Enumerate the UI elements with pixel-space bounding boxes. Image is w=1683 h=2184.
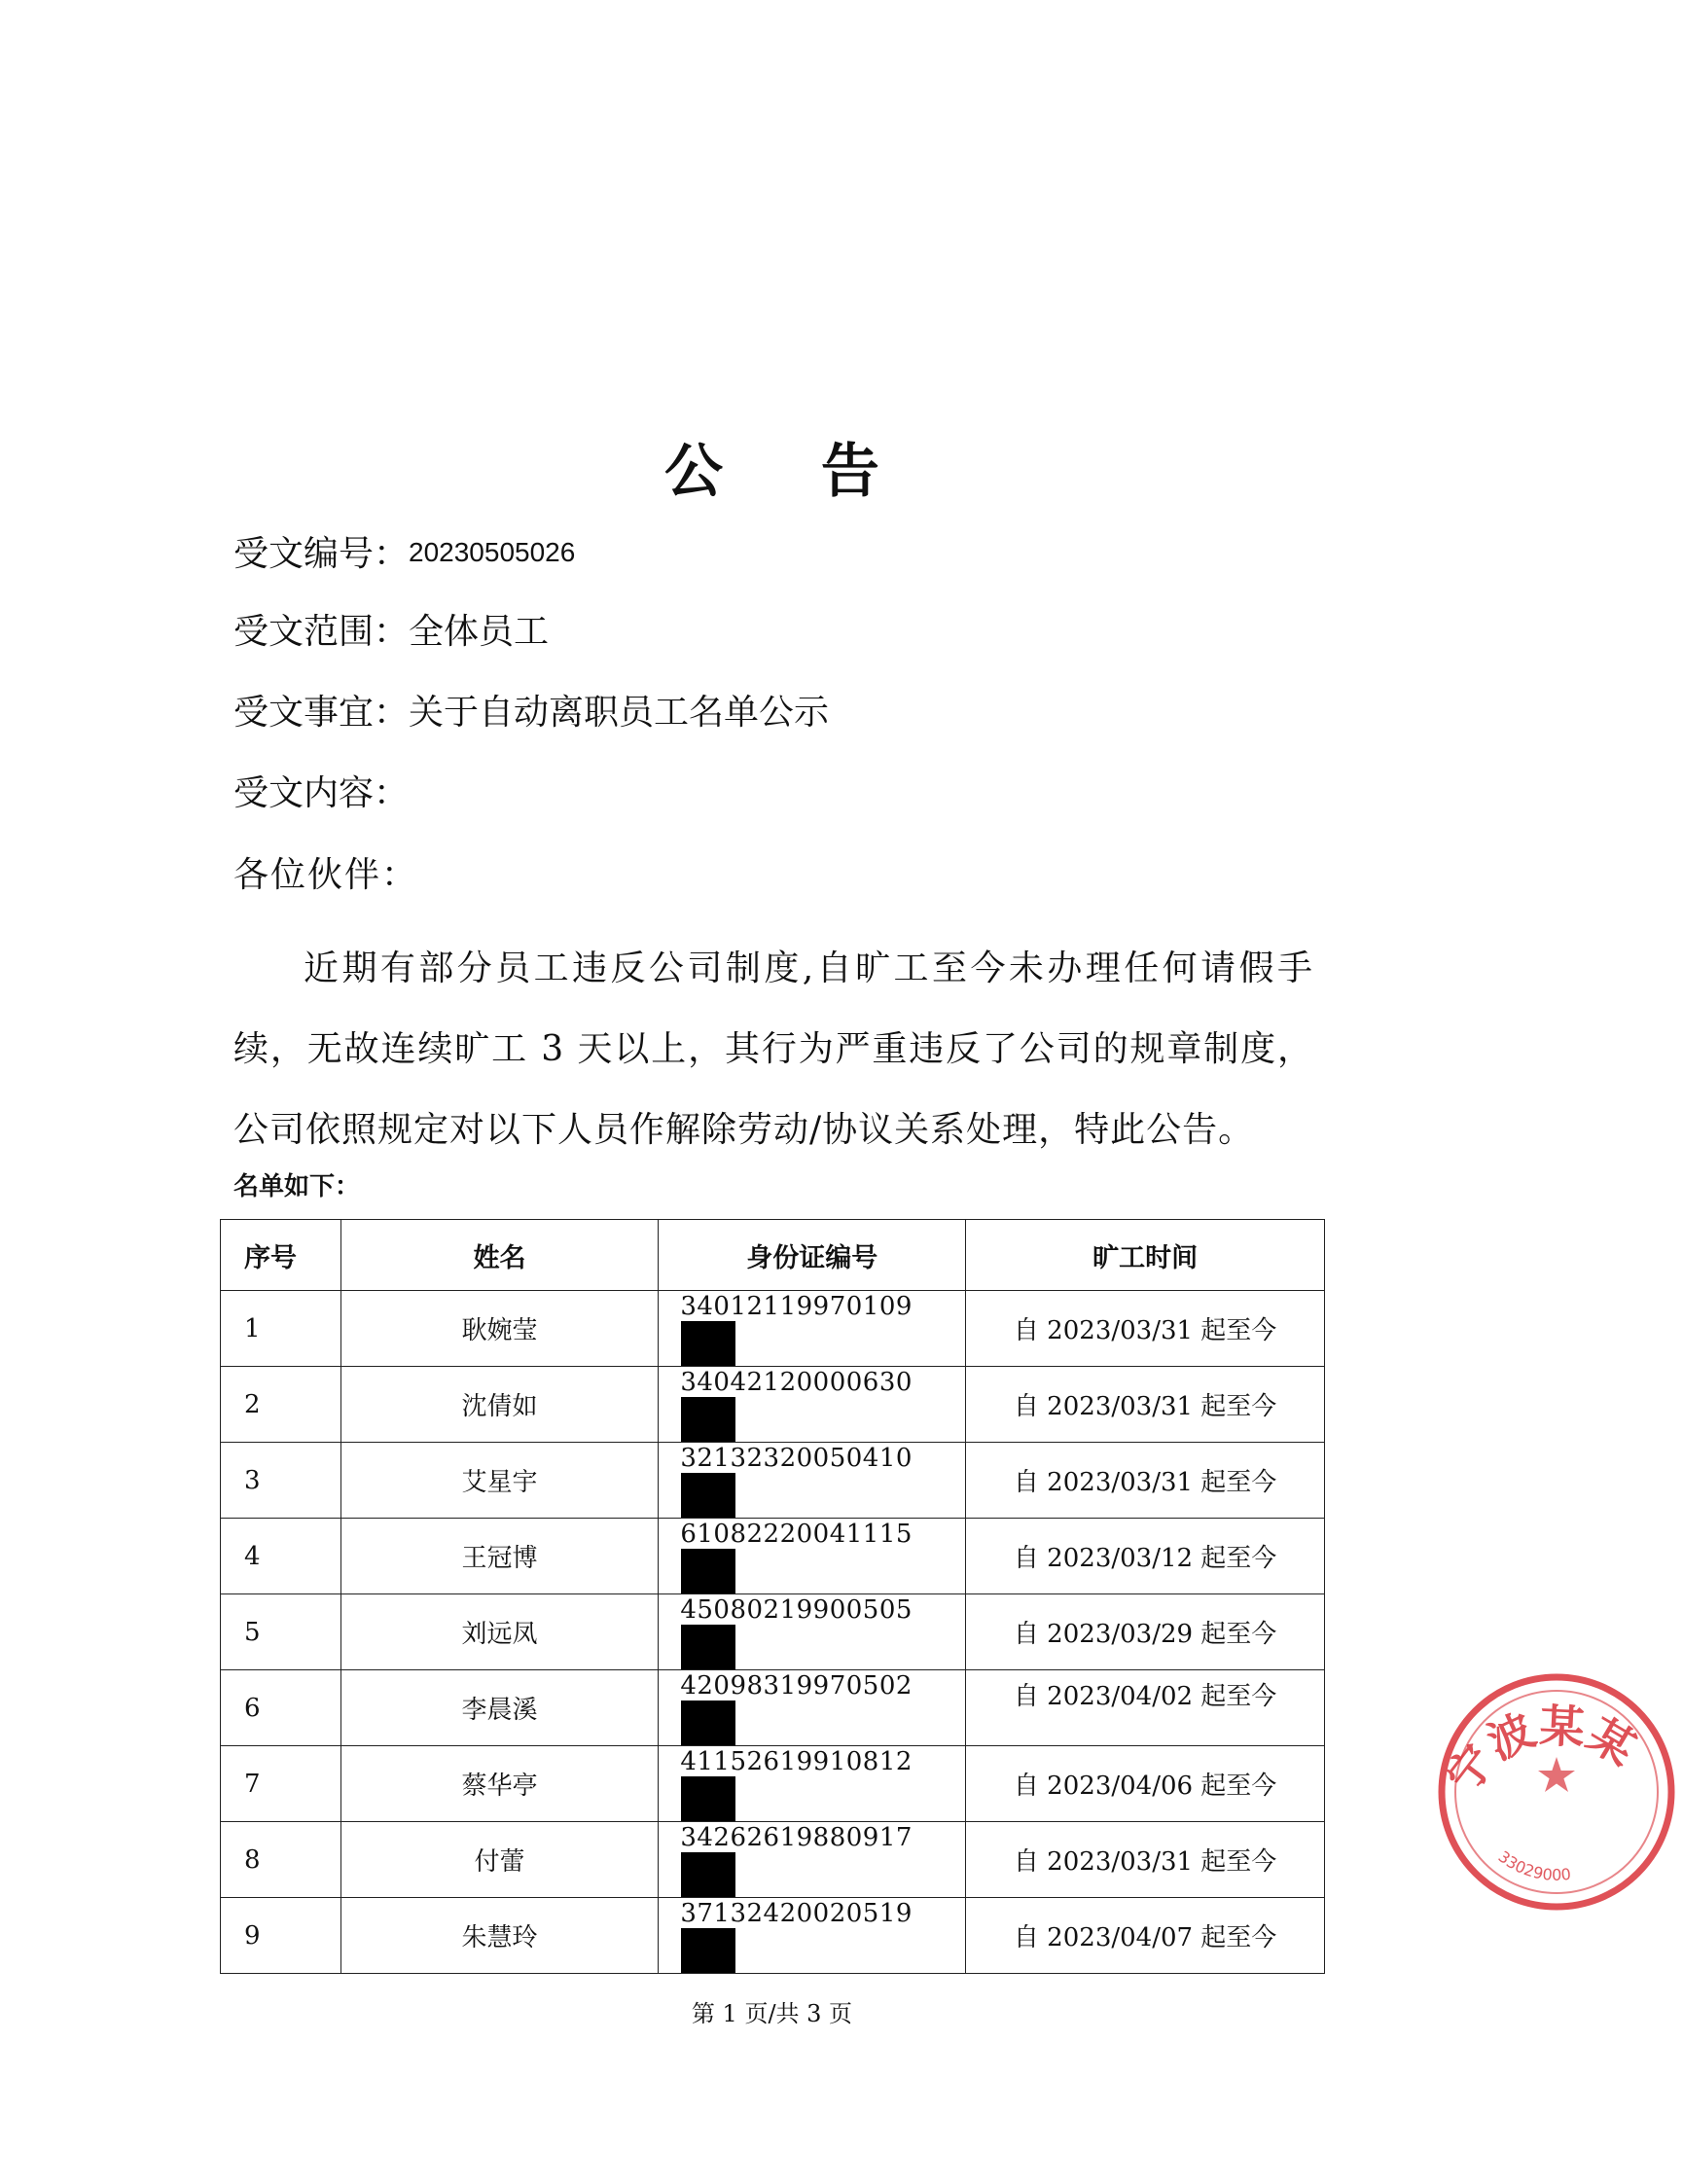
row-name: 耿婉莹 bbox=[340, 1291, 659, 1367]
seal-number: 33029000 bbox=[1494, 1846, 1572, 1884]
header-id: 身份证编号 bbox=[659, 1220, 966, 1291]
doc-number-label: 受文编号： bbox=[233, 534, 410, 574]
row-name: 艾星宇 bbox=[340, 1443, 659, 1519]
row-id-text: 42098319970502 bbox=[680, 1671, 913, 1701]
row-seq: 3 bbox=[221, 1443, 341, 1519]
row-name: 沈倩如 bbox=[340, 1367, 659, 1443]
row-time-text: 自 2023/04/02 起至今 bbox=[1013, 1682, 1277, 1711]
document-title: 公 告 bbox=[664, 438, 918, 506]
row-id bbox=[659, 1291, 966, 1367]
row-name: 付蕾 bbox=[340, 1822, 659, 1898]
doc-content-label: 受文内容： bbox=[233, 773, 410, 813]
row-id bbox=[659, 1594, 966, 1670]
table-row bbox=[221, 1594, 1325, 1670]
page-footer: 第 1 页/共 3 页 bbox=[691, 2000, 853, 2027]
row-seq: 7 bbox=[221, 1746, 341, 1822]
table-row bbox=[221, 1519, 1325, 1594]
row-time: 自 2023/03/31 起至今 bbox=[966, 1443, 1325, 1519]
row-id-text: 45080219900505 bbox=[680, 1595, 913, 1625]
redaction-block bbox=[681, 1625, 735, 1669]
redaction-block bbox=[681, 1397, 735, 1442]
row-id-text: 34262619880917 bbox=[680, 1823, 913, 1852]
table-row bbox=[221, 1822, 1325, 1898]
redaction-block bbox=[681, 1701, 735, 1745]
doc-content-field bbox=[233, 767, 409, 821]
row-name: 李晨溪 bbox=[340, 1670, 659, 1746]
row-seq: 4 bbox=[221, 1519, 341, 1594]
row-id bbox=[659, 1519, 966, 1594]
table-row bbox=[221, 1898, 1325, 1974]
row-id-text: 61082220041115 bbox=[680, 1520, 913, 1549]
announcement-body: 近期有部分员工违反公司制度,自旷工至今未办理任何请假手续，无故连续旷工 3 天以上，其行为严重违反了公司的规章制度，公司依照规定对以下人员作解除劳动/协议关系处理，特此公告。 bbox=[233, 949, 1313, 1150]
table-row bbox=[221, 1746, 1325, 1822]
table-header-row bbox=[221, 1220, 1325, 1291]
doc-subject-label: 受文事宜： bbox=[233, 693, 410, 733]
doc-scope-value: 全体员工 bbox=[409, 612, 550, 652]
row-seq: 2 bbox=[221, 1367, 341, 1443]
row-time bbox=[966, 1670, 1325, 1746]
redaction-block bbox=[681, 1321, 735, 1366]
table-row bbox=[221, 1291, 1325, 1367]
row-name: 刘远凤 bbox=[340, 1594, 659, 1670]
row-id bbox=[659, 1443, 966, 1519]
staff-table bbox=[220, 1219, 1325, 1974]
doc-subject-field bbox=[233, 686, 829, 740]
row-time: 自 2023/03/12 起至今 bbox=[966, 1519, 1325, 1594]
company-seal bbox=[1430, 1665, 1683, 1918]
row-id-text: 32132320050410 bbox=[680, 1444, 913, 1473]
row-name: 蔡华亭 bbox=[340, 1746, 659, 1822]
header-time: 旷工时间 bbox=[966, 1220, 1325, 1291]
row-id bbox=[659, 1670, 966, 1746]
greeting: 各位伙伴： bbox=[233, 855, 419, 895]
row-time: 自 2023/03/31 起至今 bbox=[966, 1367, 1325, 1443]
doc-number-value: 20230505026 bbox=[409, 537, 576, 567]
row-id bbox=[659, 1822, 966, 1898]
row-time: 自 2023/04/07 起至今 bbox=[966, 1898, 1325, 1974]
table-row bbox=[221, 1443, 1325, 1519]
row-time: 自 2023/03/31 起至今 bbox=[966, 1822, 1325, 1898]
doc-scope-label: 受文范围： bbox=[233, 612, 410, 652]
row-id-text: 37132420020519 bbox=[680, 1899, 913, 1928]
header-seq: 序号 bbox=[221, 1220, 341, 1291]
row-seq: 8 bbox=[221, 1822, 341, 1898]
redaction-block bbox=[681, 1549, 735, 1593]
row-id-text: 34042120000630 bbox=[680, 1368, 913, 1397]
redaction-block bbox=[681, 1928, 735, 1973]
header-name: 姓名 bbox=[340, 1220, 659, 1291]
row-seq: 6 bbox=[221, 1670, 341, 1746]
list-heading: 名单如下： bbox=[233, 1172, 361, 1201]
row-id bbox=[659, 1898, 966, 1974]
row-id-text: 34012119970109 bbox=[680, 1292, 913, 1321]
seal-text: 宁波某某 bbox=[1436, 1699, 1645, 1803]
row-id-text: 41152619910812 bbox=[680, 1747, 913, 1776]
table-row bbox=[221, 1670, 1325, 1746]
row-id bbox=[659, 1746, 966, 1822]
row-time: 自 2023/03/31 起至今 bbox=[966, 1291, 1325, 1367]
redaction-block bbox=[681, 1852, 735, 1897]
doc-number-field bbox=[233, 525, 575, 582]
row-seq: 9 bbox=[221, 1898, 341, 1974]
row-seq: 5 bbox=[221, 1594, 341, 1670]
row-seq: 1 bbox=[221, 1291, 341, 1367]
row-name: 王冠博 bbox=[340, 1519, 659, 1594]
row-id bbox=[659, 1367, 966, 1443]
row-time: 自 2023/03/29 起至今 bbox=[966, 1594, 1325, 1670]
table-row bbox=[221, 1367, 1325, 1443]
redaction-block bbox=[681, 1776, 735, 1821]
row-name: 朱慧玲 bbox=[340, 1898, 659, 1974]
doc-scope-field bbox=[233, 605, 549, 660]
redaction-block bbox=[681, 1473, 735, 1518]
row-time: 自 2023/04/06 起至今 bbox=[966, 1746, 1325, 1822]
doc-subject-value: 关于自动离职员工名单公示 bbox=[409, 693, 830, 733]
